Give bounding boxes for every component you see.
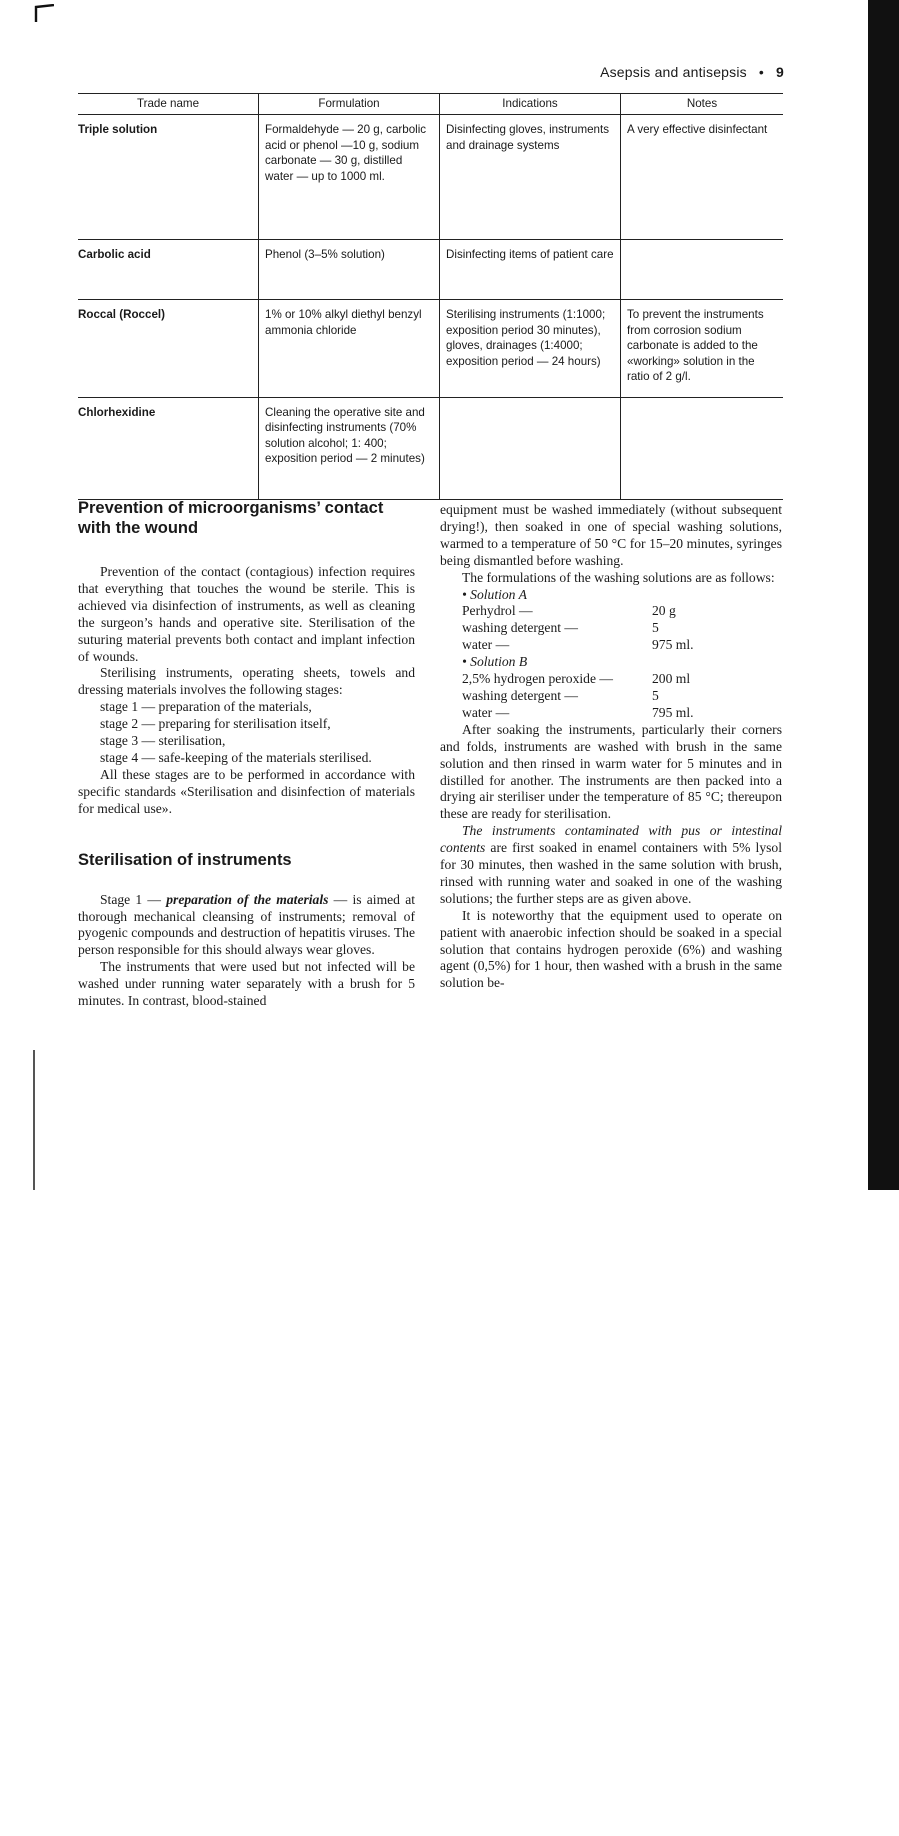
cell-notes: To prevent the instruments from corrosion sodium carbonate is added to the «working» solution in the ratio of 2 g/l. bbox=[621, 300, 784, 398]
col-header-formulation: Formulation bbox=[259, 94, 440, 115]
recipe-row bbox=[440, 705, 782, 722]
section-heading: Sterilisation of instruments bbox=[78, 850, 292, 869]
cell-indications: Disinfecting gloves, instruments and drainage systems bbox=[440, 115, 621, 240]
paragraph-text: are first soaked in enamel containers with 5% lysol for 30 minutes, then washed in the same solution with brush, rinsed with running water and soaked in one of the washing solutions; the further steps are as given above. bbox=[440, 840, 782, 906]
bullet-separator: • bbox=[758, 64, 764, 80]
col-header-trade-name: Trade name bbox=[78, 94, 259, 115]
table-header-row bbox=[78, 94, 783, 115]
cell-notes bbox=[621, 397, 784, 499]
col-header-indications: Indications bbox=[440, 94, 621, 115]
cell-formulation: Formaldehyde — 20 g, carbolic acid or phenol —10 g, sodium carbonate — 30 g, distilled water — up to 1000 ml. bbox=[259, 115, 440, 240]
cell-trade-name: Chlorhexidine bbox=[78, 397, 259, 499]
paragraph: The instruments that were used but not infected will be washed under running water separately with a brush for 5 minutes. In contrast, blood-stained bbox=[78, 959, 415, 1009]
ingredient: 2,5% hydrogen peroxide — bbox=[462, 671, 614, 687]
paragraph: equipment must be washed immediately (without subsequent drying!), then soaked in one of special washing solutions, warmed to a temperature of 50 °C for 15–20 minutes, syringes being dismantled before washing. bbox=[440, 502, 782, 568]
recipe-row bbox=[440, 688, 782, 705]
cell-notes bbox=[621, 240, 784, 300]
ingredient: water — bbox=[462, 704, 510, 720]
paragraph bbox=[78, 892, 415, 960]
recipe-row bbox=[440, 603, 782, 620]
paragraph: All these stages are to be performed in accordance with specific standards «Sterilisation and disinfection of materials for medical use». bbox=[78, 766, 415, 816]
cell-formulation: 1% or 10% alkyl diethyl benzyl ammonia chloride bbox=[259, 300, 440, 398]
ingredient: water — bbox=[462, 637, 510, 653]
paragraph: Sterilising instruments, operating sheets, towels and dressing materials involves the following stages: bbox=[78, 665, 415, 698]
recipe-row bbox=[440, 637, 782, 654]
table-row bbox=[78, 300, 783, 398]
stage-item: stage 2 — preparing for sterilisation itself, bbox=[100, 716, 331, 732]
cell-formulation: Phenol (3–5% solution) bbox=[259, 240, 440, 300]
table-row bbox=[78, 115, 783, 240]
solution-b-label: • Solution B bbox=[462, 654, 528, 670]
amount: 5 bbox=[652, 620, 659, 636]
paragraph bbox=[440, 823, 782, 908]
stage-item: stage 4 — safe-keeping of the materials sterilised. bbox=[100, 749, 372, 765]
ingredient: Perhydrol — bbox=[462, 603, 533, 619]
stage-label: Stage 1 — bbox=[100, 891, 167, 907]
recipe-row bbox=[440, 620, 782, 637]
section-title: Asepsis and antisepsis bbox=[600, 64, 747, 80]
emphasis-text: The instruments contaminated with pus or intestinal contents bbox=[440, 823, 782, 856]
cell-notes: A very effective disinfectant bbox=[621, 115, 784, 240]
table-row bbox=[78, 397, 783, 499]
cell-indications: Disinfecting items of patient care bbox=[440, 240, 621, 300]
scan-edge-line bbox=[33, 1050, 35, 1190]
cell-trade-name: Roccal (Roccel) bbox=[78, 300, 259, 398]
paragraph-text: — is aimed at thorough mechanical cleansing of instruments; removal of pyogenic compounds and destruction of hepatitis viruses. The person responsible for this should always wear gloves. bbox=[78, 891, 415, 958]
amount: 5 bbox=[652, 687, 659, 703]
cell-indications bbox=[440, 397, 621, 499]
stage-item: stage 3 — sterilisation, bbox=[100, 733, 226, 749]
cell-formulation: Cleaning the operative site and disinfecting instruments (70% solution alcohol; 1: 400; exposition period — 2 minutes) bbox=[259, 397, 440, 499]
disinfectants-table bbox=[78, 93, 783, 500]
cell-trade-name: Triple solution bbox=[78, 115, 259, 240]
amount: 975 ml. bbox=[652, 637, 694, 653]
ingredient: washing detergent — bbox=[462, 620, 579, 636]
page-number: 9 bbox=[776, 64, 784, 80]
stage-title: preparation of the materials bbox=[166, 891, 329, 907]
paragraph: After soaking the instruments, particularly their corners and folds, instruments are washed with brush in the same solution and then rinsed in warm water for 5 minutes and in distilled for another. The instruments are then packed into a drying air steriliser under the temperature of 85 °C; thereupon these are ready for sterilisation. bbox=[440, 721, 782, 822]
table-row bbox=[78, 240, 783, 300]
solution-a-label: • Solution A bbox=[462, 586, 527, 602]
paragraph: Prevention of the contact (contagious) infection requires that everything that touches the wound be sterile. This is achieved via disinfection of instruments, as well as cleaning the surgeon’s hands and operative site. Sterilisation of the suturing material prevents both contact and implant infection of wounds. bbox=[78, 564, 415, 664]
section-heading: Prevention of microorganisms’ contact with the wound bbox=[78, 499, 384, 537]
cell-indications: Sterilising instruments (1:1000; exposition period 30 minutes), gloves, drainages (1:4000; exposition period — 24 hours) bbox=[440, 300, 621, 398]
paragraph: The formulations of the washing solutions are as follows: bbox=[462, 569, 775, 585]
left-column bbox=[78, 498, 415, 1010]
amount: 200 ml bbox=[652, 671, 691, 687]
col-header-notes: Notes bbox=[621, 94, 784, 115]
amount: 795 ml. bbox=[652, 704, 694, 720]
amount: 20 g bbox=[652, 603, 676, 619]
crop-mark bbox=[34, 4, 54, 22]
scan-edge-bar bbox=[868, 0, 899, 1190]
ingredient: washing detergent — bbox=[462, 687, 579, 703]
running-head bbox=[600, 64, 784, 80]
right-column bbox=[440, 502, 782, 992]
stage-item: stage 1 — preparation of the materials, bbox=[100, 699, 312, 715]
paragraph: It is noteworthy that the equipment used to operate on patient with anaerobic infection should be soaked in a special solution that contains hydrogen peroxide (6%) and washing agent (0,5%) for 1 hour, then washed with a brush in the same solution be- bbox=[440, 907, 782, 991]
cell-trade-name: Carbolic acid bbox=[78, 240, 259, 300]
recipe-row bbox=[440, 671, 782, 688]
